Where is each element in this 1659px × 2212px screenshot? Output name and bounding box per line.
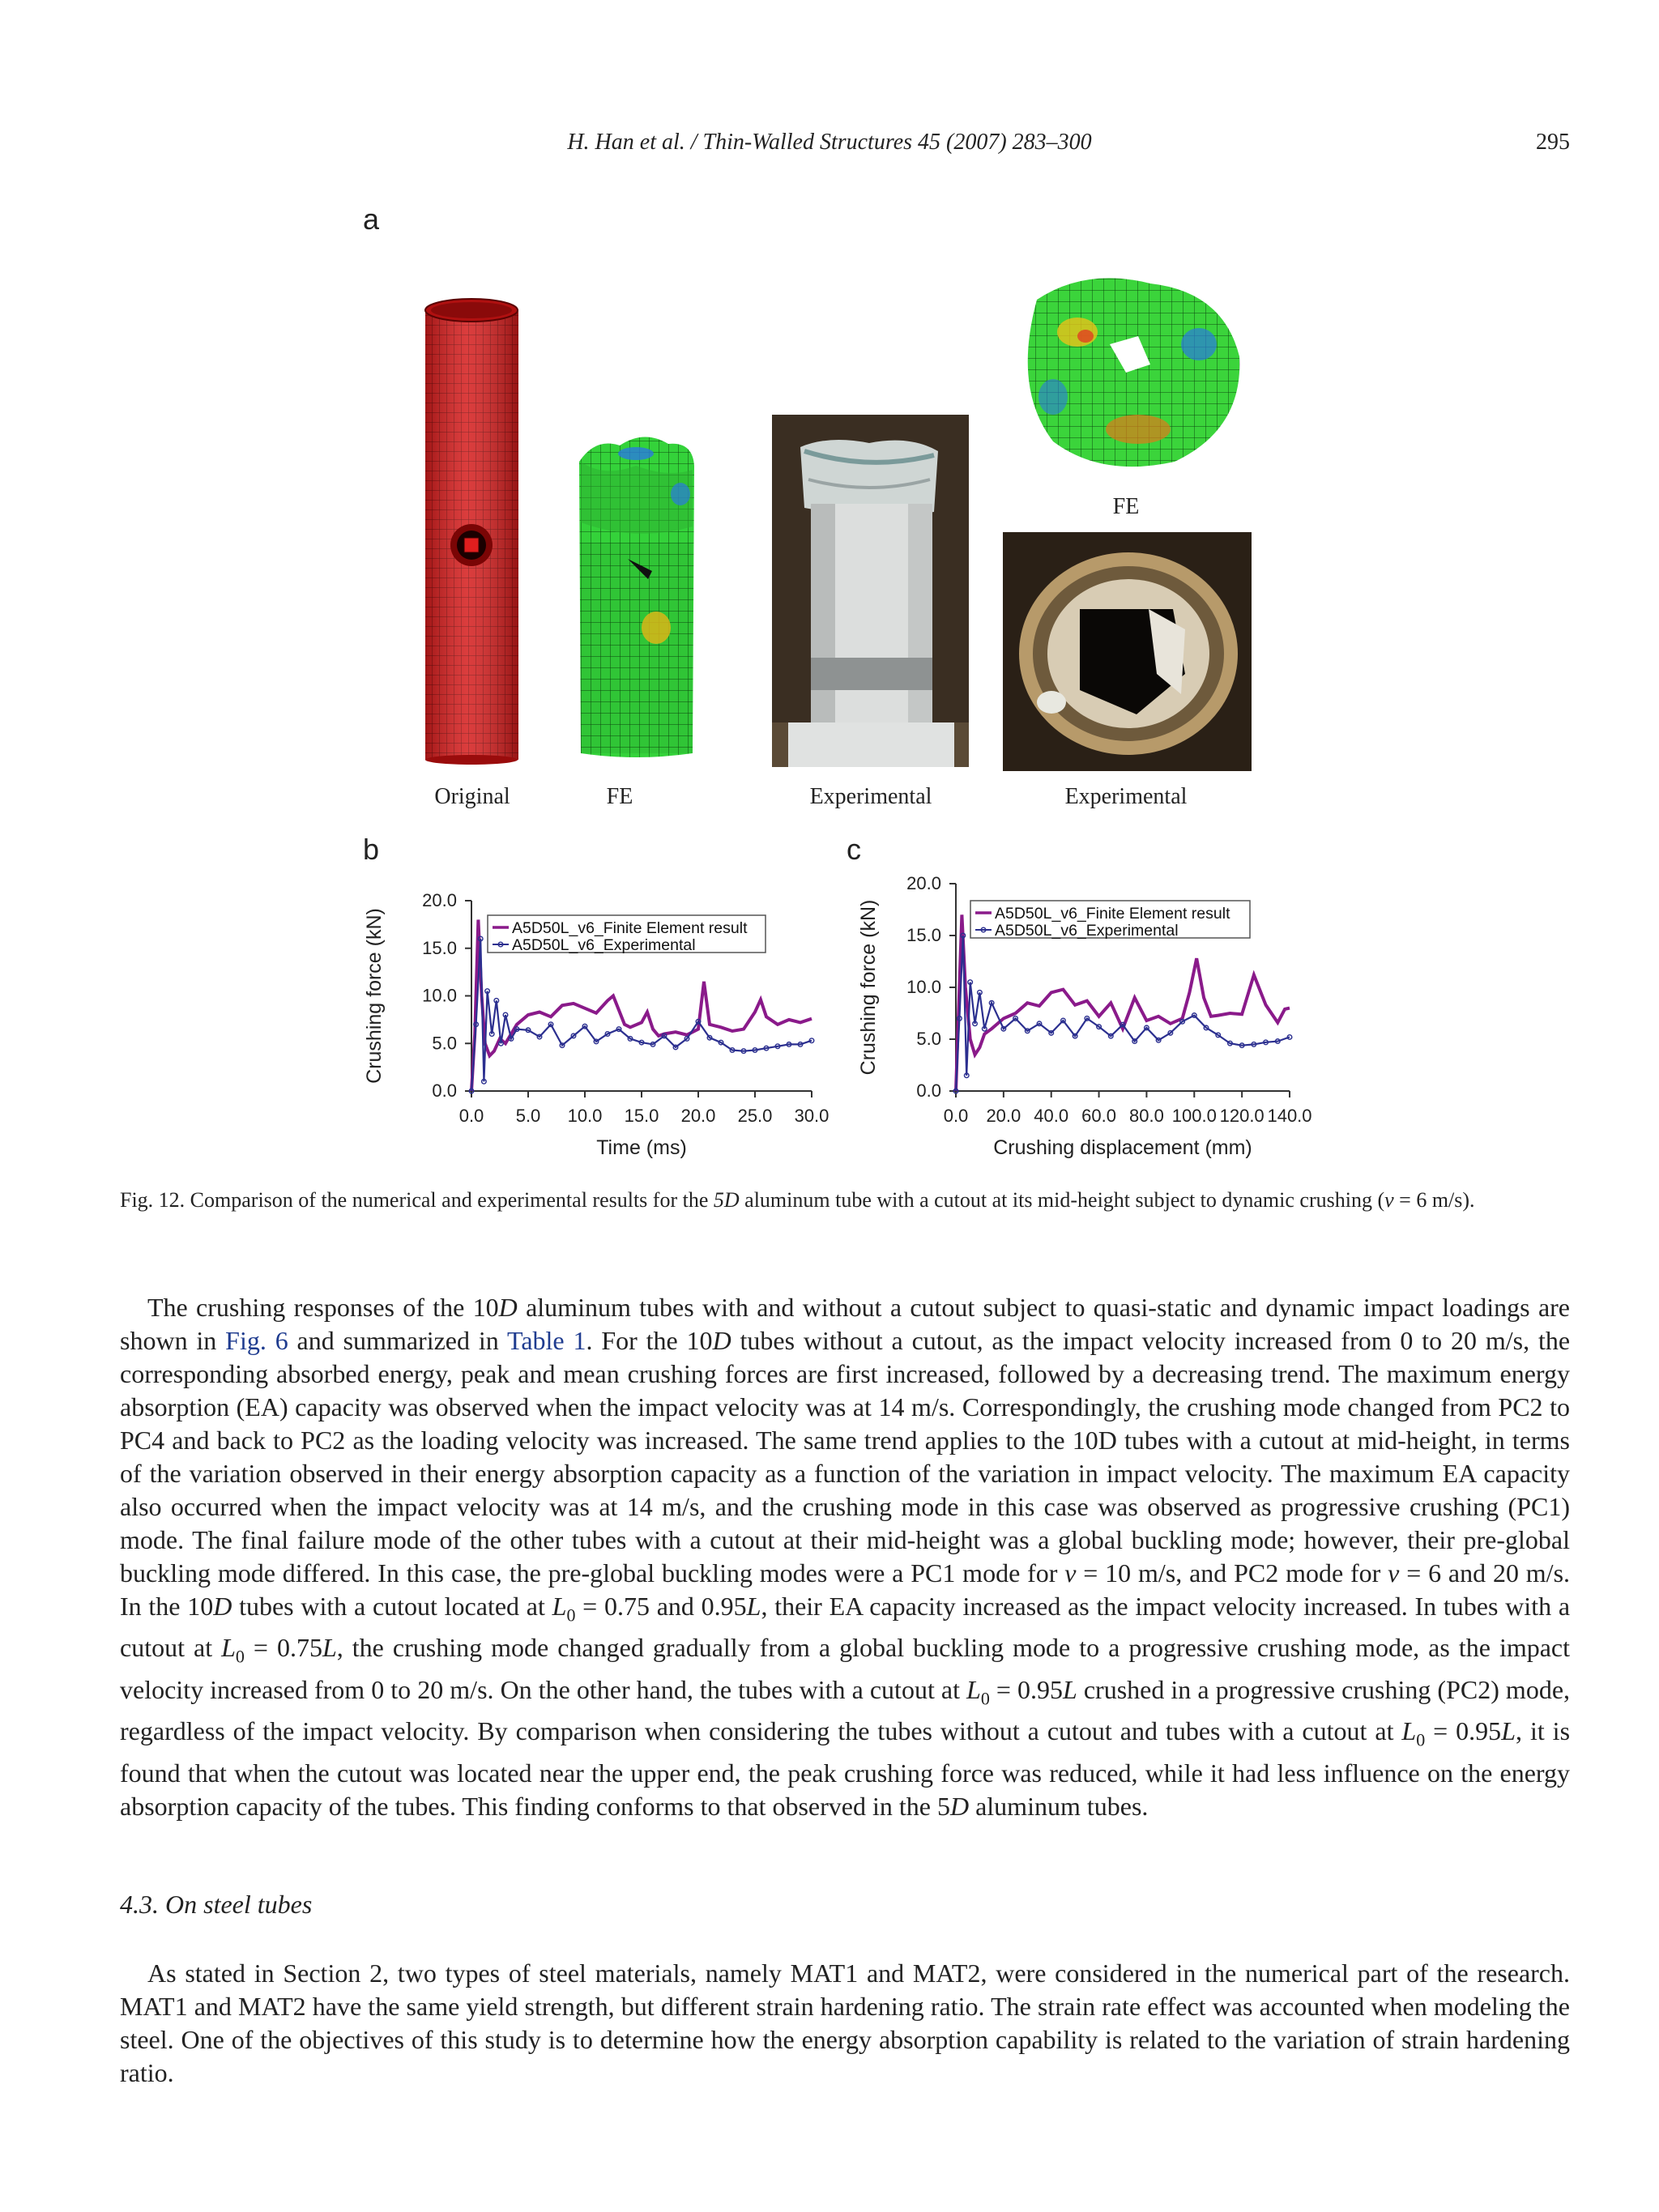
legend-entry: A5D50L_v6_Finite Element result: [512, 919, 748, 937]
x-tick-label: 120.0: [1219, 1106, 1265, 1126]
x-tick-label: 40.0: [1034, 1106, 1069, 1126]
panel-c-label: c: [847, 833, 861, 866]
cross-reference-link[interactable]: Table 1: [507, 1326, 586, 1355]
fe-label-right: FE: [1112, 494, 1140, 519]
para-text: = 0.95: [1425, 1716, 1502, 1746]
caption-text-3: = 6 m/s).: [1393, 1188, 1475, 1212]
figure-caption: [120, 1186, 1570, 1215]
para-math: L: [552, 1592, 567, 1621]
legend-entry: A5D50L_v6_Experimental: [512, 936, 696, 954]
para-math: v: [1388, 1558, 1400, 1588]
running-title: H. Han et al. / Thin-Walled Structures 45 (2007) 283–300: [567, 130, 1092, 155]
para-text: = 0.75 and 0.95: [575, 1592, 747, 1621]
caption-math-1: 5D: [713, 1188, 740, 1212]
para-subscript: 0: [980, 1688, 990, 1709]
para-text: , the crushing mode changed gradually from a global buckling mode to a progressive crushing mode, as the impact velocity increased from 0 to 20 m/s. On the other hand, the tubes with a cutout at: [120, 1633, 1571, 1704]
para-math: L: [221, 1633, 236, 1663]
experimental-label-right: Experimental: [1064, 784, 1188, 809]
y-tick-label: 0.0: [432, 1080, 457, 1101]
fe-tube-image: [571, 429, 701, 761]
section-heading: 4.3. On steel tubes: [120, 1890, 313, 1919]
x-tick-label: 30.0: [794, 1106, 830, 1126]
para-text: = 10 m/s, and PC2 mode for: [1076, 1558, 1388, 1588]
para-subscript: 0: [235, 1646, 245, 1667]
y-tick-label: 10.0: [906, 977, 941, 997]
chart-panel-c: [851, 859, 1337, 1178]
x-tick-label: 20.0: [680, 1106, 716, 1126]
para-text: , their EA capacity increased as the impact velocity increased. In tubes with a cutout at: [120, 1592, 1571, 1663]
para-text: , it is found that when the cutout was located near the upper end, the peak crushing force was reduced, while it had less influence on the energy absorption capacity of the tubes. This finding conforms to that observed in the 5: [120, 1716, 1571, 1821]
x-tick-label: 15.0: [624, 1106, 659, 1126]
x-axis-title: Crushing displacement (mm): [993, 1136, 1252, 1159]
para-text: aluminum tubes.: [969, 1791, 1149, 1821]
series-line-experimental: [471, 939, 812, 1091]
x-tick-label: 10.0: [567, 1106, 603, 1126]
caption-text-1: Fig. 12. Comparison of the numerical and experimental results for the: [120, 1188, 714, 1212]
original-tube-image: [417, 296, 527, 765]
para-text: The crushing responses of the 10: [147, 1293, 499, 1322]
para-text: aluminum tubes with and without a cutout subject to quasi-static and dynamic impact loadings are shown in: [120, 1293, 1571, 1355]
x-tick-label: 25.0: [737, 1106, 773, 1126]
para-text: = 0.75: [244, 1633, 322, 1663]
legend-entry: A5D50L_v6_Finite Element result: [995, 905, 1230, 923]
para-math: L: [1063, 1674, 1077, 1704]
para-subscript: 0: [1416, 1729, 1426, 1750]
x-tick-label: 0.0: [943, 1106, 969, 1126]
para-math: D: [712, 1326, 731, 1355]
y-tick-label: 20.0: [422, 890, 457, 910]
para-math: L: [1401, 1716, 1417, 1746]
y-tick-label: 20.0: [906, 873, 941, 893]
para-subscript: 0: [566, 1605, 576, 1626]
y-axis-title: Crushing force (kN): [857, 899, 880, 1076]
para-text: . For the 10: [586, 1326, 713, 1355]
x-tick-label: 100.0: [1171, 1106, 1217, 1126]
para-math: L: [746, 1592, 761, 1621]
para-math: L: [966, 1674, 981, 1704]
body-paragraph-2: As stated in Section 2, two types of steel materials, namely MAT1 and MAT2, were considered in the numerical part of the research. MAT1 and MAT2 have the same yield strength, but different strain hardening ratio. The strain rate effect was accounted when modeling the steel. One of the objectives of this study is to determine how the energy absorption capability is related to the variation of strain hardening ratio.: [120, 1958, 1570, 2087]
page-number: 295: [1536, 130, 1570, 155]
x-tick-label: 5.0: [515, 1106, 541, 1126]
para-math: L: [1501, 1716, 1516, 1746]
legend-entry: A5D50L_v6_Experimental: [995, 922, 1179, 940]
fe-top-view-image: [1013, 267, 1247, 474]
para-text: tubes without a cutout, as the impact velocity increased from 0 to 20 m/s, the corresponding absorbed energy, peak and mean crushing forces are first increased, followed by a decreasing trend. The maximum energy absorption (EA) capacity was observed when the impact velocity was at 14 m/s. Correspondingly, the crushing mode changed from PC2 to PC4 and back to PC2 as the loading velocity was increased. The same trend applies to the 10D tubes with a cutout at mid-height, in terms of the variation observed in their energy absorption capacity as a function of the variation in impact velocity. The maximum EA capacity also occurred when the impact velocity was at 14 m/s, and the crushing mode in this case was observed as progressive crushing (PC1) mode. The final failure mode of the other tubes with a cutout at their mid-height was a global buckling mode; however, their pre-global buckling mode differed. In this case, the pre-global buckling modes were a PC1 mode for: [120, 1326, 1571, 1588]
para-text: = 0.95: [989, 1674, 1063, 1704]
x-axis-title: Time (ms): [596, 1136, 687, 1159]
original-label: Original: [434, 784, 510, 809]
panel-b-label: b: [363, 833, 380, 866]
y-tick-label: 15.0: [422, 937, 457, 958]
chart-panel-b: [356, 863, 842, 1178]
y-axis-title: Crushing force (kN): [363, 908, 386, 1084]
x-tick-label: 20.0: [986, 1106, 1021, 1126]
experimental-tube-photo: [772, 415, 969, 767]
caption-text-2: aluminum tube with a cutout at its mid-height subject to dynamic crushing (: [739, 1188, 1385, 1212]
para-math: D: [213, 1592, 232, 1621]
y-tick-label: 5.0: [916, 1029, 941, 1049]
para-math: v: [1064, 1558, 1077, 1588]
y-tick-label: 5.0: [432, 1033, 457, 1054]
fe-label-left: FE: [606, 784, 633, 809]
series-line-finite-element: [956, 914, 1290, 1091]
body-paragraph-1: [120, 1291, 1570, 1823]
y-tick-label: 10.0: [422, 985, 457, 1006]
para-text: = 6 and 20 m/s. In the 10: [120, 1558, 1571, 1621]
y-tick-label: 15.0: [906, 925, 941, 945]
para-text: tubes with a cutout located at: [232, 1592, 552, 1621]
para-text: crushed in a progressive crushing (PC2) mode, regardless of the impact velocity. By comparison when considering the tubes without a cutout and tubes with a cutout at: [120, 1674, 1571, 1746]
x-tick-label: 140.0: [1267, 1106, 1312, 1126]
panel-a-label: a: [363, 202, 380, 236]
para-math: L: [322, 1633, 337, 1663]
para-math: D: [498, 1293, 518, 1322]
para-text: and summarized in: [288, 1326, 507, 1355]
y-tick-label: 0.0: [916, 1080, 941, 1101]
x-tick-label: 60.0: [1081, 1106, 1116, 1126]
x-tick-label: 0.0: [458, 1106, 484, 1126]
x-tick-label: 80.0: [1129, 1106, 1164, 1126]
experimental-label-left: Experimental: [809, 784, 932, 809]
para-math: D: [949, 1791, 970, 1821]
cross-reference-link[interactable]: Fig. 6: [225, 1326, 288, 1355]
experimental-top-view-photo: [1003, 532, 1252, 771]
caption-math-2: v: [1384, 1188, 1394, 1212]
